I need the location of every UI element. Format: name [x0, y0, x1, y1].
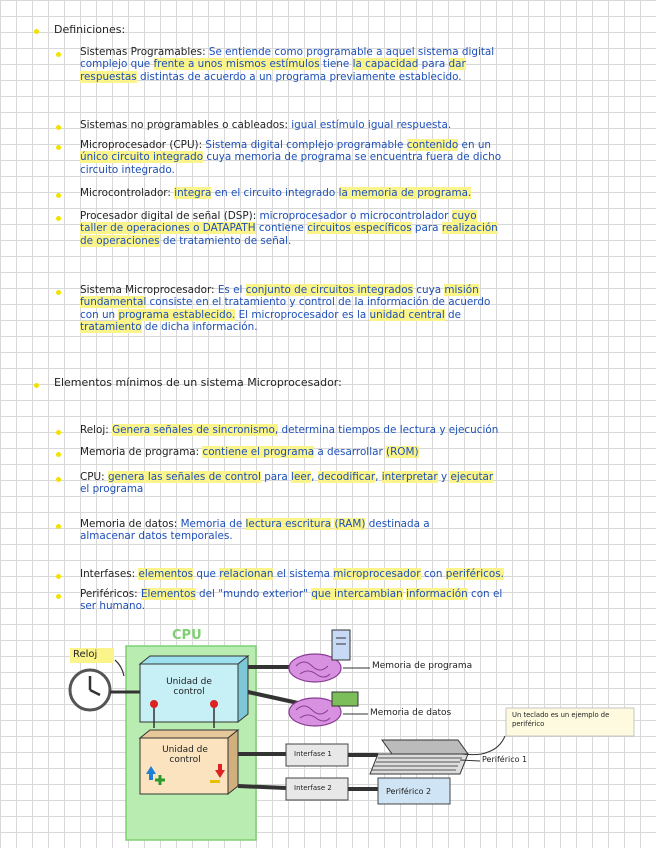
note-line	[80, 568, 504, 580]
note-line	[80, 483, 493, 495]
bullet	[56, 145, 61, 150]
note-text: de	[444, 308, 462, 321]
note-line	[80, 235, 498, 247]
section-title-elementos: Elementos mínimos de un sistema Microprocesador:	[54, 376, 342, 389]
bullet	[56, 193, 61, 198]
red-knob-icon	[150, 700, 158, 708]
highlighted-text: genera las señales de control	[107, 471, 261, 483]
element-memoria-datos	[80, 518, 430, 543]
note-label: Un teclado es un ejemplo de periférico	[512, 711, 610, 728]
element-perifericos	[80, 588, 502, 613]
highlighted-text: Genera señales de sincronismo,	[112, 424, 279, 436]
rom-chip-icon	[332, 630, 350, 660]
cpu-label: CPU	[172, 628, 202, 643]
note-line	[80, 321, 490, 333]
term-label: Memoria de programa:	[80, 446, 203, 458]
ram-chip-icon	[332, 692, 358, 706]
highlighted-text: microprocesador	[333, 568, 421, 580]
note-text: para	[260, 471, 292, 483]
note-text: contiene	[255, 222, 308, 235]
highlighted-text: dar	[448, 58, 466, 71]
mem-datos-label: Memoria de datos	[370, 708, 452, 718]
term-label: Sistemas Programables:	[80, 46, 209, 58]
bullet	[34, 29, 39, 34]
note-text: El microprocesador es la	[235, 308, 370, 321]
section-title-definiciones: Definiciones:	[54, 23, 126, 36]
note-text: el sistema	[273, 568, 334, 580]
highlighted-text: taller de operaciones o DATAPATH	[80, 222, 256, 235]
definition-microcontrolador	[80, 187, 471, 199]
note-line	[80, 58, 494, 70]
note-line	[80, 210, 498, 222]
note-text: microprocesador o microcontrolador	[259, 210, 452, 222]
note-text: con el	[467, 588, 503, 600]
note-text: consiste en el tratamiento y control de la información de acuerdo	[146, 296, 491, 309]
element-reloj	[80, 424, 498, 436]
note-line	[80, 187, 471, 199]
highlighted-text: Elementos	[140, 588, 196, 600]
red-knob-icon	[210, 700, 218, 708]
note-line	[80, 139, 501, 151]
highlighted-text: frente a unos mismos estímulos	[153, 58, 320, 71]
note-line	[80, 296, 490, 308]
note-text: determina tiempos de lectura y ejecución	[278, 424, 499, 436]
note-line	[80, 222, 498, 234]
bullet	[56, 216, 61, 221]
note-text: ,	[311, 471, 318, 483]
keyboard-icon	[382, 740, 468, 754]
note-line	[80, 151, 501, 163]
uc1-top	[140, 656, 248, 664]
element-interfases	[80, 568, 504, 580]
term-label: Sistema Microprocesador:	[80, 284, 218, 296]
note-text: destinada a	[365, 518, 430, 530]
highlighted-text: unidad central	[369, 308, 445, 321]
note-text: Se entiende como programable a aquel sistema digital	[208, 46, 495, 58]
note-text: de dicha información.	[141, 321, 258, 334]
mem-prog-label: Memoria de programa	[372, 661, 473, 671]
note-text: en el circuito integrado	[211, 187, 339, 199]
definition-sistema-microprocesador	[80, 284, 490, 334]
note-text: complejo que	[80, 58, 154, 71]
note-text: ,	[375, 471, 382, 483]
note-line	[80, 588, 502, 600]
note-text: Es el	[217, 284, 246, 296]
highlighted-text: periféricos.	[445, 568, 504, 580]
interfase1-label: Interfase 1	[294, 750, 332, 758]
note-text: Memoria de	[180, 518, 246, 530]
highlighted-text: de operaciones	[80, 234, 160, 247]
diagram-drawing	[60, 628, 650, 843]
uc1-side	[238, 656, 248, 722]
highlighted-text: la capacidad	[352, 58, 419, 71]
interfase2-label: Interfase 2	[294, 784, 332, 792]
note-text: cuya memoria de programa se encuentra fuera de dicho	[203, 151, 502, 164]
note-text: y	[437, 471, 451, 483]
term-label: Interfases:	[80, 568, 139, 580]
highlighted-text: conjunto de circuitos integrados	[245, 284, 413, 296]
note-text: tiene	[319, 58, 353, 71]
minus-icon	[210, 780, 220, 783]
note-text: ser humano.	[80, 600, 146, 613]
note-line	[80, 424, 498, 436]
note-line	[80, 164, 501, 176]
bullet	[56, 574, 61, 579]
highlighted-text: decodificar	[317, 471, 376, 483]
note-text: que	[193, 568, 220, 580]
highlighted-text: programa establecido.	[118, 308, 236, 321]
reloj-label: Reloj	[73, 649, 98, 660]
microprocessor-diagram	[60, 628, 650, 843]
definition-microprocesador	[80, 139, 501, 176]
highlighted-text: circuitos específicos	[307, 222, 412, 235]
note-line	[80, 284, 490, 296]
note-line	[80, 46, 494, 58]
note-text: distintas de acuerdo a un programa previamente establecido.	[136, 70, 462, 83]
highlighted-text: misión	[444, 284, 479, 296]
note-text: del "mundo exterior"	[195, 588, 312, 600]
highlighted-text: (ROM)	[386, 446, 419, 458]
highlighted-text: realización	[441, 222, 498, 235]
note-line	[80, 71, 494, 83]
highlighted-text: tratamiento	[80, 321, 142, 334]
note-line	[80, 471, 493, 483]
bullet	[56, 430, 61, 435]
note-text: a desarrollar	[314, 446, 387, 458]
note-line	[80, 518, 430, 530]
element-cpu	[80, 471, 493, 496]
highlighted-text: cuyo	[451, 210, 477, 222]
term-label: Microprocesador (CPU):	[80, 139, 206, 151]
note-text: Sistema digital complejo programable	[205, 139, 407, 151]
note-text: de tratamiento de señal.	[159, 234, 292, 247]
bullet	[56, 52, 61, 57]
term-label: Reloj:	[80, 424, 113, 436]
term-label: Memoria de datos:	[80, 518, 181, 530]
term-label: Sistemas no programables o cableados:	[80, 119, 292, 131]
note-text: para	[418, 58, 449, 71]
bullet	[56, 290, 61, 295]
highlighted-text: relacionan	[219, 568, 274, 580]
highlighted-text: lectura escritura	[245, 518, 332, 530]
highlighted-text: que intercambian	[311, 588, 403, 600]
term-label: Periféricos:	[80, 588, 141, 600]
uc2-label: Unidad de control	[162, 745, 208, 765]
note-line	[80, 530, 430, 542]
note-text: circuito integrado.	[80, 163, 175, 176]
bullet	[56, 524, 61, 529]
highlighted-text: leer	[291, 471, 312, 483]
note-text: el programa	[80, 483, 144, 496]
bullet	[34, 383, 39, 388]
element-memoria-programa	[80, 446, 419, 458]
bullet	[56, 452, 61, 457]
periferico2-label: Periférico 2	[386, 787, 432, 796]
highlighted-text: la memoria de programa.	[338, 187, 472, 199]
highlighted-text: fundamental	[80, 296, 147, 309]
note-text: igual estímulo igual respuesta.	[291, 119, 452, 131]
note-text: para	[411, 222, 442, 235]
definition-dsp	[80, 210, 498, 247]
bullet	[56, 477, 61, 482]
highlighted-text: ejecutar	[450, 471, 494, 483]
note-line	[80, 309, 490, 321]
note-line	[80, 600, 502, 612]
highlighted-text: integra	[174, 187, 212, 199]
bullet	[56, 125, 61, 130]
note-text: con un	[80, 308, 119, 321]
definition-sistemas-programables	[80, 46, 494, 83]
note-line	[80, 119, 451, 131]
highlighted-text: único circuito integrado	[80, 151, 204, 164]
highlighted-text: información	[406, 588, 468, 600]
note-text: cuya	[413, 284, 445, 296]
note-text: con	[420, 568, 446, 580]
highlighted-text: respuestas	[80, 70, 137, 83]
term-label: Microcontrolador:	[80, 187, 175, 199]
uc1-label: Unidad de control	[166, 677, 212, 697]
highlighted-text: elementos	[138, 568, 194, 580]
bullet	[56, 594, 61, 599]
term-label: Procesador digital de señal (DSP):	[80, 210, 260, 222]
highlighted-text: contenido	[406, 139, 459, 151]
highlighted-text: (RAM)	[334, 518, 366, 530]
note-line	[80, 446, 419, 458]
periferico1-label: Periférico 1	[482, 755, 528, 764]
note-text: almacenar datos temporales.	[80, 530, 233, 543]
highlighted-text: interpretar	[381, 471, 438, 483]
highlighted-text: contiene el programa	[202, 446, 315, 458]
definition-no-programables	[80, 119, 451, 131]
note-text: en un	[458, 139, 492, 151]
term-label: CPU:	[80, 471, 108, 483]
